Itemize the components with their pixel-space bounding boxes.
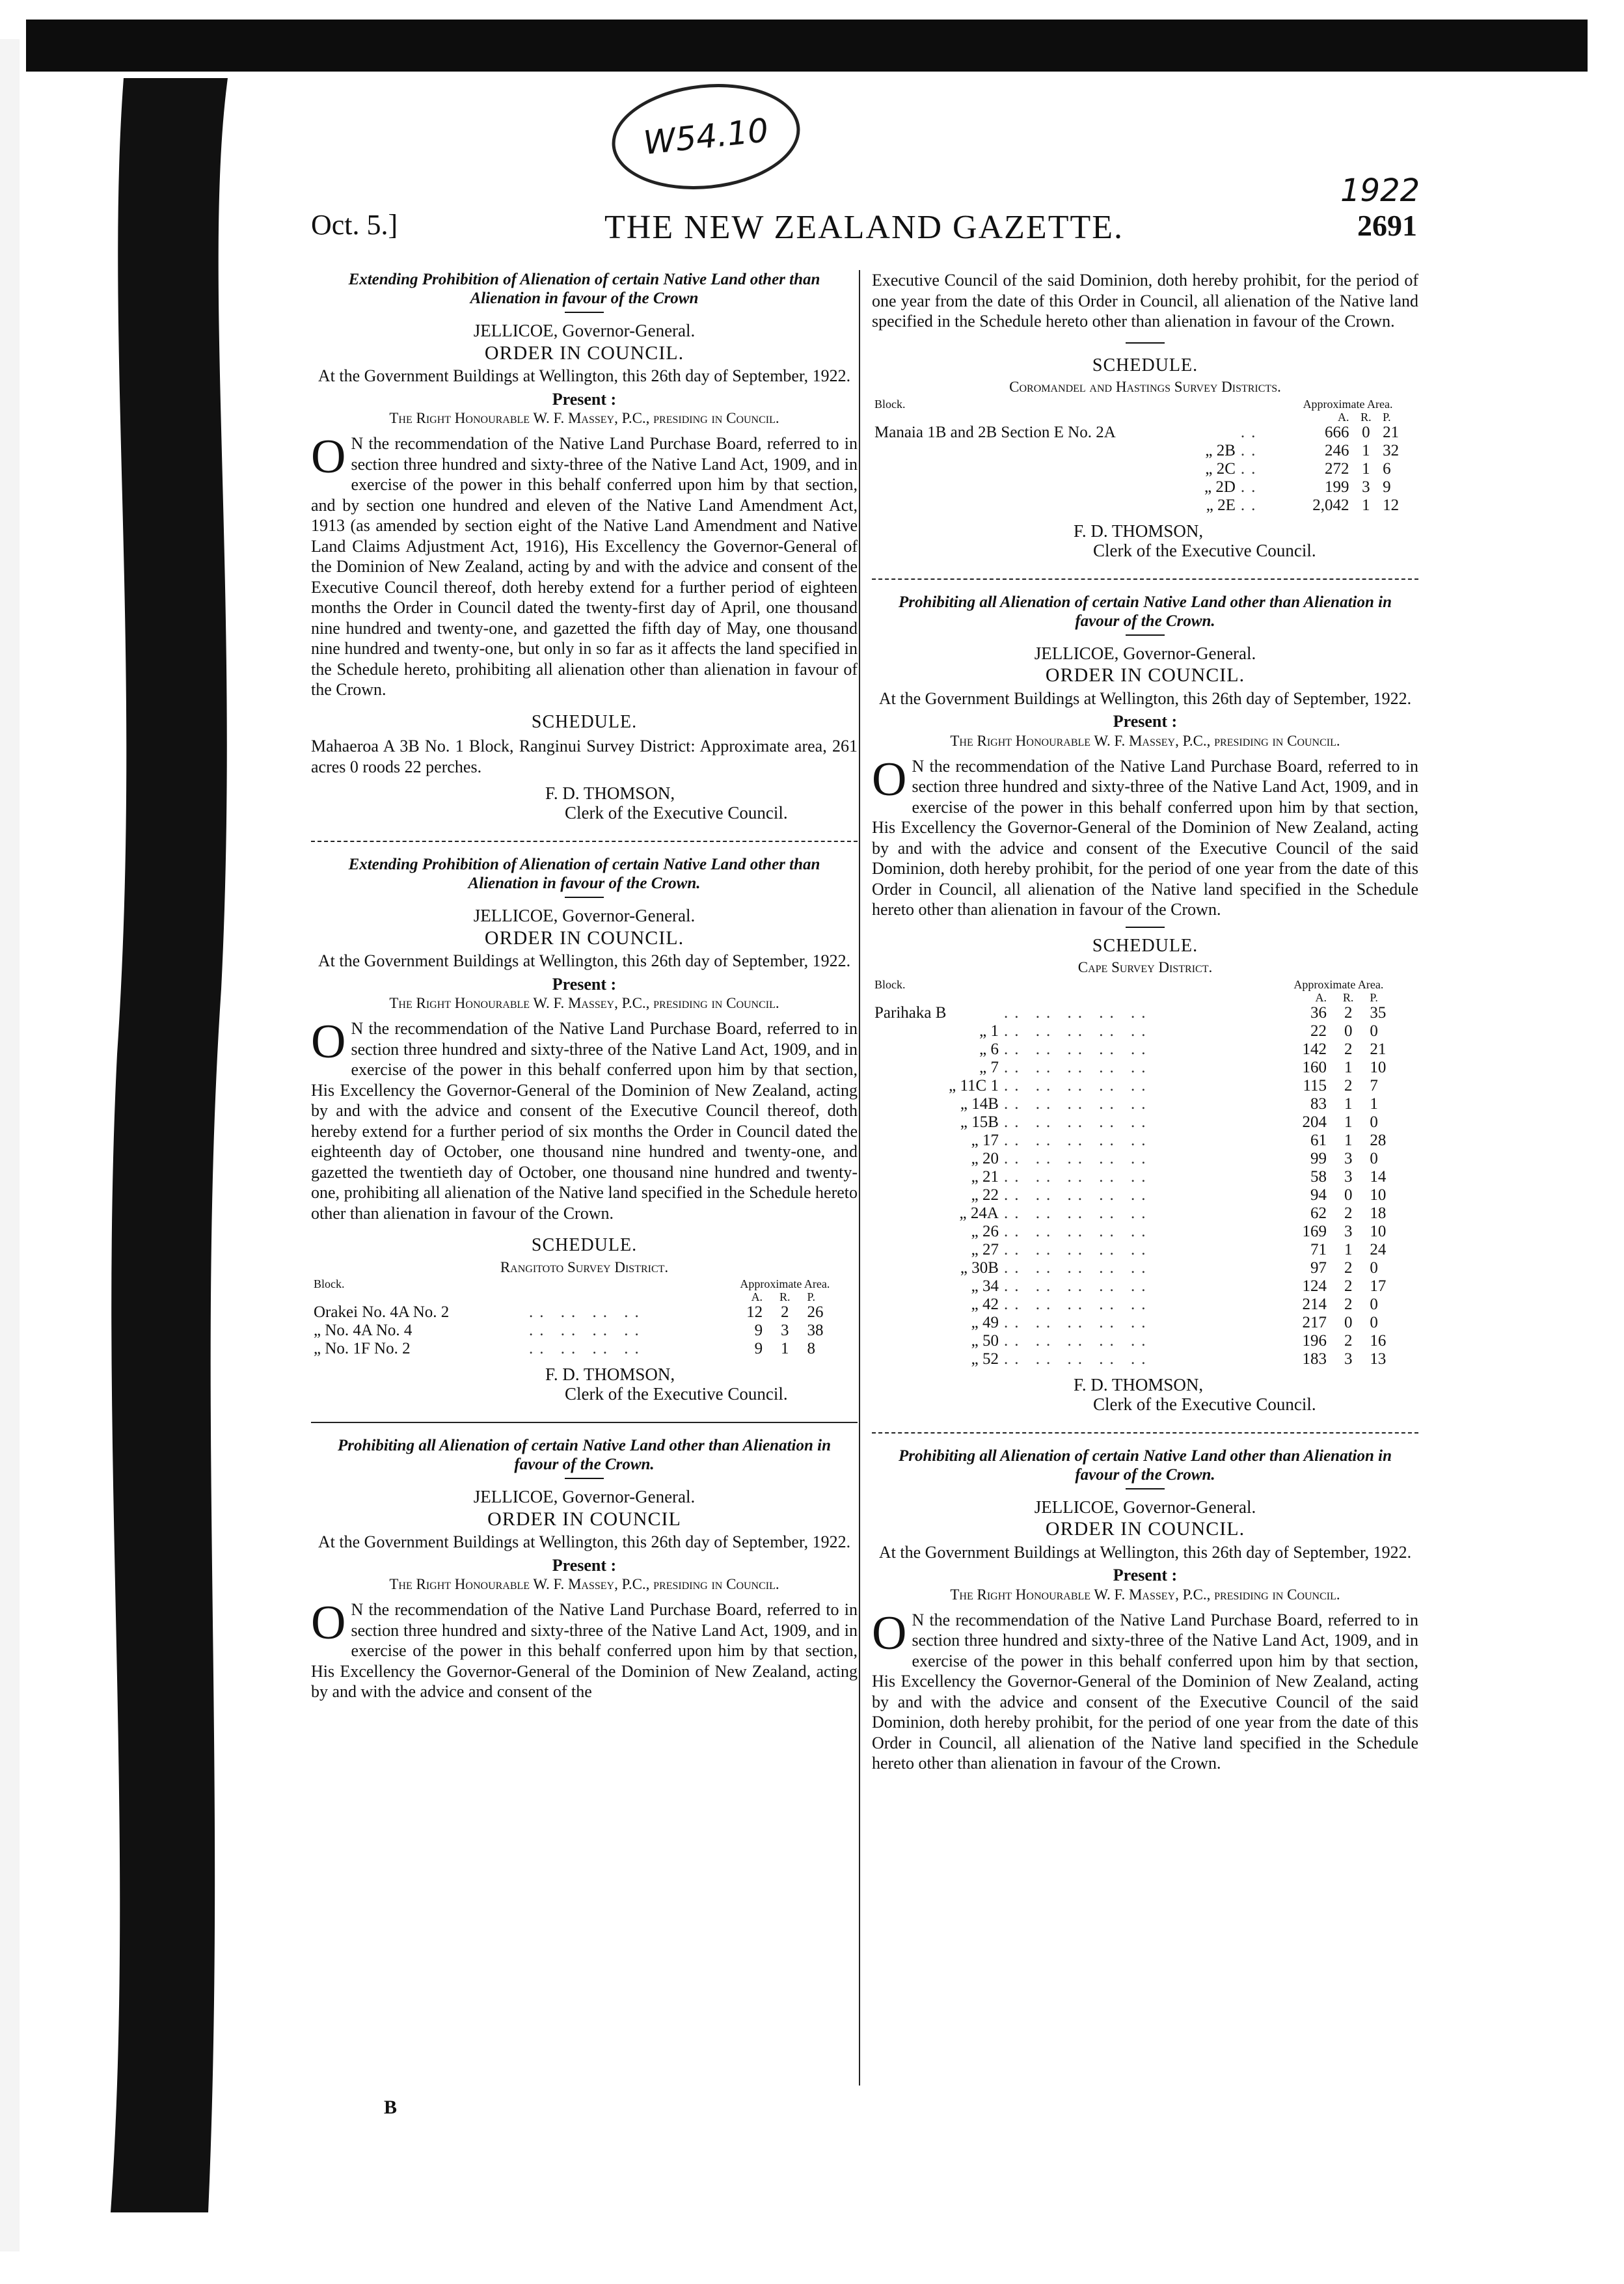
- place-date: At the Government Buildings at Wellington, this 26th day of September, 1922.: [878, 1542, 1412, 1562]
- column-divider: [859, 270, 860, 2086]
- order-in-council-heading: ORDER IN COUNCIL.: [1045, 664, 1245, 686]
- acres-cell: 83: [1310, 1094, 1327, 1113]
- leader-dots: .. .. .. .. ..: [1003, 1204, 1152, 1222]
- survey-district: Rangitoto Survey District.: [500, 1258, 669, 1275]
- place-date: At the Government Buildings at Wellington, this 26th day of September, 1922.: [878, 688, 1412, 708]
- block-cell: „ 49: [971, 1313, 999, 1331]
- perches-cell: 26: [807, 1303, 824, 1321]
- block-cell: „ 2C: [1205, 459, 1236, 478]
- notice-3-continued: [872, 270, 1418, 560]
- leader-dots: .. .. .. .. ..: [1003, 1186, 1152, 1204]
- notice-body: ON the recommendation of the Native Land Purchase Board, referred to in section three hundred and sixty-three of the Native Land Act, 1909, and in exercise of the power in this behalf conferred upon him by that section, and by section one hundred and eleven of the Native Land Amendment Act, 1913 (as amended by section eight of the Native Land Amendment and Native Land Claims Adjustment Act, 1916), His Excellency the Governor-General of the Dominion of New Zealand, acting by and with the advice and consent of the Executive Council thereof, doth hereby extend for a further period of eighteen months the Order in Council dated the twenty-first day of April, one thousand nine hundred and twenty-one, and gazetted the fifth day of May, one thousand nine hundred and twenty-one, but only in so far as it affects the land specified in the Schedule hereto, prohibiting all alienation other than alienation in favour of the Crown.: [311, 430, 858, 699]
- table-row: [872, 1350, 1418, 1368]
- acres-cell: 169: [1302, 1222, 1327, 1240]
- leader-dots: .. .. .. .. ..: [1003, 1240, 1152, 1258]
- roods-cell: 1: [1362, 496, 1370, 514]
- acres-cell: 160: [1302, 1058, 1327, 1076]
- roods-cell: 2: [1344, 1258, 1353, 1277]
- survey-district: Cape Survey District.: [1077, 959, 1213, 975]
- left-column: [311, 270, 858, 1702]
- short-rule: [1126, 1488, 1165, 1489]
- block-cell: „ 21: [971, 1167, 999, 1186]
- section-separator: [872, 1432, 1418, 1434]
- table-row: [872, 1223, 1418, 1241]
- block-cell: „ 6: [979, 1040, 999, 1058]
- acres-cell: 199: [1325, 478, 1349, 496]
- leader-dots: .. .. .. .. ..: [1003, 1167, 1152, 1186]
- block-cell: „ 2B: [1205, 441, 1236, 459]
- block-cell: „ 11C 1: [949, 1076, 999, 1094]
- right-column: [872, 270, 1418, 1774]
- leader-dots: ..: [1240, 423, 1262, 441]
- roods-cell: 3: [1344, 1149, 1353, 1167]
- notice-title: Extending Prohibition of Alienation of certain Native Land other than Alienation in favour of the Crown.: [348, 856, 820, 892]
- block-header: Block.: [314, 1277, 345, 1290]
- order-in-council-heading: ORDER IN COUNCIL.: [484, 342, 684, 364]
- block-cell: „ 34: [971, 1277, 999, 1295]
- block-cell: Manaia 1B and 2B Section E No. 2A: [874, 423, 1116, 441]
- roods-cell: 1: [1344, 1240, 1353, 1258]
- notice-body: ON the recommendation of the Native Land Purchase Board, referred to in section three hundred and sixty-three of the Native Land Act, 1909, and in exercise of the power in this behalf conferred upon him by that section, His Excellency the Governor-General of the Dominion of New Zealand, acting by and with the advice and consent of the Executive Council of the said Dominion, doth hereby prohibit, for the period of one year from the date of this Order in Council, all alienation of the Native land specified in the Schedule hereto other than alienation in favour of the Crown.: [872, 752, 1418, 919]
- acres-cell: 217: [1302, 1313, 1327, 1331]
- block-cell: „ 17: [971, 1131, 999, 1149]
- perches-header: P.: [1370, 990, 1378, 1004]
- roods-cell: 3: [1344, 1222, 1353, 1240]
- acres-cell: 36: [1310, 1003, 1327, 1022]
- schedule-table: [872, 398, 1418, 515]
- roods-cell: 2: [1344, 1003, 1353, 1022]
- table-row: [872, 478, 1418, 496]
- block-cell: „ No. 1F No. 2: [314, 1340, 411, 1357]
- table-row: [872, 1004, 1418, 1022]
- perches-cell: 0: [1370, 1149, 1378, 1167]
- leader-dots: .. .. .. .. ..: [1003, 1076, 1152, 1094]
- roods-cell: 3: [1362, 478, 1370, 496]
- leader-dots: .. .. .. .. ..: [1003, 1277, 1152, 1295]
- table-row: [872, 1040, 1418, 1059]
- schedule-table: [872, 978, 1418, 1368]
- notice-title: Prohibiting all Alienation of certain Native Land other than Alienation in favour of the Crown.: [899, 593, 1392, 630]
- leader-dots: .. .. .. .. ..: [1003, 1222, 1152, 1240]
- roods-cell: 1: [1344, 1131, 1353, 1149]
- table-row: [872, 1314, 1418, 1332]
- leader-dots: .. .. .. ..: [528, 1340, 645, 1357]
- signature-block: [1074, 1374, 1418, 1414]
- perches-cell: 9: [1383, 478, 1391, 496]
- present-label: Present :: [1113, 712, 1178, 731]
- perches-cell: 13: [1370, 1350, 1387, 1368]
- block-cell: „ 2D: [1204, 478, 1236, 496]
- roods-cell: 1: [1362, 459, 1370, 478]
- signature-block: [545, 1365, 858, 1404]
- signatory-title: Clerk of the Executive Council.: [565, 1384, 788, 1404]
- acres-cell: 99: [1310, 1149, 1327, 1167]
- block-cell: „ 26: [971, 1222, 999, 1240]
- binding-shadow: [98, 78, 254, 2212]
- block-cell: „ 1: [979, 1022, 999, 1040]
- leader-dots: .. .. .. .. ..: [1003, 1331, 1152, 1350]
- area-header: Approximate Area.: [1303, 397, 1393, 411]
- leader-dots: .. .. .. .. ..: [1003, 1113, 1152, 1131]
- roods-cell: 0: [1344, 1186, 1353, 1204]
- table-row: [872, 496, 1418, 515]
- presiding-line: The Right Honourable W. F. Massey, P.C., presiding in Council.: [950, 732, 1340, 749]
- block-cell: „ 7: [979, 1058, 999, 1076]
- section-separator: [311, 1422, 858, 1423]
- roods-header: R.: [779, 1290, 791, 1303]
- notice-body: ON the recommendation of the Native Land Purchase Board, referred to in section three hundred and sixty-three of the Native Land Act, 1909, and in exercise of the power in this behalf conferred upon him by that section, His Excellency the Governor-General of the Dominion of New Zealand, acting by and with the advice and consent of the: [311, 1596, 858, 1701]
- table-row: [872, 460, 1418, 478]
- governor-general: JELLICOE, Governor-General.: [473, 321, 696, 340]
- notice-title: Extending Prohibition of Alienation of certain Native Land other than Alienation in favour of the Crown: [348, 271, 820, 307]
- governor-general: JELLICOE, Governor-General.: [1034, 643, 1256, 663]
- table-row: [872, 1095, 1418, 1113]
- perches-cell: 17: [1370, 1277, 1387, 1295]
- short-rule: [565, 312, 604, 313]
- present-label: Present :: [552, 389, 617, 409]
- leader-dots: ..: [1240, 441, 1262, 459]
- block-cell: „ No. 4A No. 4: [314, 1322, 413, 1339]
- perches-cell: 12: [1383, 496, 1400, 514]
- order-in-council-heading: ORDER IN COUNCIL: [487, 1508, 681, 1530]
- place-date: At the Government Buildings at Wellington, this 26th day of September, 1922.: [318, 366, 851, 385]
- table-row: [311, 1340, 858, 1358]
- roods-cell: 2: [1344, 1331, 1353, 1350]
- present-label: Present :: [552, 974, 617, 994]
- acres-cell: 183: [1302, 1350, 1327, 1368]
- acres-cell: 94: [1310, 1186, 1327, 1204]
- block-cell: Parihaka B: [874, 1003, 947, 1022]
- table-row: [872, 1132, 1418, 1150]
- table-row: [872, 1059, 1418, 1077]
- area-header: Approximate Area.: [1293, 977, 1384, 991]
- present-label: Present :: [552, 1555, 617, 1575]
- block-header: Block.: [874, 397, 906, 411]
- adjacent-page-edge: [0, 39, 20, 2251]
- table-header: [872, 978, 1418, 991]
- perches-cell: 32: [1383, 441, 1400, 459]
- place-date: At the Government Buildings at Wellington, this 26th day of September, 1922.: [318, 951, 851, 970]
- presiding-line: The Right Honourable W. F. Massey, P.C., presiding in Council.: [389, 410, 779, 426]
- leader-dots: .. .. .. .. ..: [1003, 1094, 1152, 1113]
- presiding-line: The Right Honourable W. F. Massey, P.C., presiding in Council.: [950, 1586, 1340, 1603]
- perches-cell: 0: [1370, 1258, 1378, 1277]
- acres-cell: 12: [746, 1303, 763, 1321]
- governor-general: JELLICOE, Governor-General.: [473, 1487, 696, 1506]
- acres-cell: 246: [1325, 441, 1349, 459]
- roods-cell: 3: [1344, 1167, 1353, 1186]
- page-header: [311, 208, 1417, 254]
- roods-cell: 2: [1344, 1040, 1353, 1058]
- header-page-number: 2691: [1357, 209, 1417, 242]
- perches-cell: 0: [1370, 1113, 1378, 1131]
- block-cell: „ 14B: [960, 1094, 999, 1113]
- notice-body-continued: Executive Council of the said Dominion, doth hereby prohibit, for the period of one year from the date of this Order in Council, all alienation of the Native land specified in the Schedule hereto other than alienation in favour of the Crown.: [872, 271, 1418, 331]
- perches-header: P.: [1383, 410, 1391, 424]
- governor-general: JELLICOE, Governor-General.: [473, 906, 696, 925]
- block-cell: „ 15B: [960, 1113, 999, 1131]
- roods-cell: 2: [1344, 1204, 1353, 1222]
- acres-cell: 58: [1310, 1167, 1327, 1186]
- perches-cell: 10: [1370, 1222, 1387, 1240]
- table-row: [872, 1259, 1418, 1277]
- signatory-title: Clerk of the Executive Council.: [1093, 1394, 1316, 1414]
- block-cell: „ 42: [971, 1295, 999, 1313]
- acres-cell: 272: [1325, 459, 1349, 478]
- perches-cell: 10: [1370, 1186, 1387, 1204]
- table-row: [311, 1322, 858, 1340]
- acres-header: A.: [1338, 410, 1349, 424]
- block-cell: „ 30B: [960, 1258, 999, 1277]
- signatory-name: F. D. THOMSON,: [1074, 521, 1204, 541]
- block-header: Block.: [874, 977, 906, 991]
- table-unit-row: [311, 1290, 858, 1303]
- block-cell: „ 22: [971, 1186, 999, 1204]
- schedule-heading: SCHEDULE.: [1092, 355, 1198, 375]
- table-row: [311, 1303, 858, 1322]
- acres-cell: 9: [754, 1340, 763, 1357]
- table-row: [872, 1113, 1418, 1132]
- survey-district: Coromandel and Hastings Survey Districts.: [1009, 379, 1281, 395]
- roods-cell: 1: [1362, 441, 1370, 459]
- roods-cell: 0: [1362, 423, 1370, 441]
- block-cell: „ 50: [971, 1331, 999, 1350]
- leader-dots: .. .. .. .. ..: [1003, 1131, 1152, 1149]
- perches-cell: 38: [807, 1322, 824, 1339]
- notice-5: [872, 1447, 1418, 1774]
- roods-cell: 1: [1344, 1113, 1353, 1131]
- header-title: THE NEW ZEALAND GAZETTE.: [604, 209, 1124, 246]
- roods-cell: 2: [1344, 1277, 1353, 1295]
- perches-cell: 0: [1370, 1313, 1378, 1331]
- leader-dots: ..: [1240, 478, 1262, 496]
- perches-cell: 7: [1370, 1076, 1378, 1094]
- leader-dots: .. .. .. .. ..: [1003, 1040, 1152, 1058]
- notice-4: [872, 593, 1418, 1414]
- perches-cell: 10: [1370, 1058, 1387, 1076]
- roods-cell: 0: [1344, 1022, 1353, 1040]
- area-header: Approximate Area.: [740, 1277, 830, 1290]
- schedule-heading: SCHEDULE.: [531, 1235, 638, 1255]
- table-row: [872, 1332, 1418, 1350]
- perches-header: P.: [807, 1290, 816, 1303]
- table-row: [872, 442, 1418, 460]
- acres-cell: 142: [1302, 1040, 1327, 1058]
- perches-cell: 6: [1383, 459, 1391, 478]
- acres-cell: 115: [1303, 1076, 1327, 1094]
- signature-block: [545, 783, 858, 823]
- table-row: [872, 1296, 1418, 1314]
- notice-3: [311, 1436, 858, 1702]
- notice-body: ON the recommendation of the Native Land Purchase Board, referred to in section three hundred and sixty-three of the Native Land Act, 1909, and in exercise of the power in this behalf conferred upon him by that section, His Excellency the Governor-General of the Dominion of New Zealand, acting by and with the advice and consent of the Executive Council of the said Dominion, doth hereby prohibit, for the period of one year from the date of this Order in Council, all alienation of the Native land specified in the Schedule hereto other than alienation in favour of the Crown.: [872, 1606, 1418, 1773]
- acres-cell: 666: [1325, 423, 1349, 441]
- leader-dots: .. .. .. .. ..: [1003, 1313, 1152, 1331]
- scan-top-bar: [26, 20, 1588, 72]
- perches-cell: 0: [1370, 1022, 1378, 1040]
- leader-dots: .. .. .. ..: [528, 1303, 645, 1321]
- short-rule: [1126, 342, 1165, 344]
- notice-2: [311, 855, 858, 1404]
- order-in-council-heading: ORDER IN COUNCIL.: [484, 927, 684, 949]
- present-label: Present :: [1113, 1566, 1178, 1584]
- table-unit-row: [872, 411, 1418, 424]
- signature-block: [1074, 521, 1418, 560]
- block-cell: „ 20: [971, 1149, 999, 1167]
- schedule-table: [311, 1277, 858, 1358]
- roods-cell: 1: [781, 1340, 789, 1357]
- perches-cell: 8: [807, 1340, 816, 1357]
- leader-dots: ..: [1240, 459, 1262, 478]
- table-unit-row: [872, 991, 1418, 1004]
- short-rule: [565, 897, 604, 898]
- leader-dots: .. .. .. .. ..: [1003, 1058, 1152, 1076]
- notice-title: Prohibiting all Alienation of certain Native Land other than Alienation in favour of the Crown.: [899, 1447, 1392, 1484]
- block-cell: Orakei No. 4A No. 2: [314, 1303, 450, 1321]
- signature-mark: B: [384, 2097, 398, 2118]
- acres-cell: 62: [1310, 1204, 1327, 1222]
- section-separator: [872, 578, 1418, 580]
- acres-cell: 2,042: [1312, 496, 1349, 514]
- signatory-title: Clerk of the Executive Council.: [565, 803, 788, 823]
- block-cell: „ 27: [971, 1240, 999, 1258]
- land-description: Mahaeroa A 3B No. 1 Block, Ranginui Survey District: Approximate area, 261 acres 0 roods 22 perches.: [311, 737, 858, 776]
- perches-cell: 21: [1370, 1040, 1387, 1058]
- leader-dots: .. .. .. .. ..: [1003, 1022, 1152, 1040]
- roods-header: R.: [1342, 990, 1354, 1004]
- perches-cell: 21: [1383, 423, 1400, 441]
- schedule-heading: SCHEDULE.: [1092, 935, 1198, 956]
- acres-header: A.: [751, 1290, 763, 1303]
- place-date: At the Government Buildings at Wellington, this 26th day of September, 1922.: [318, 1532, 851, 1551]
- acres-cell: 71: [1310, 1240, 1327, 1258]
- roods-cell: 3: [1344, 1350, 1353, 1368]
- table-row: [872, 1186, 1418, 1204]
- perches-cell: 0: [1370, 1295, 1378, 1313]
- short-rule: [1126, 634, 1165, 636]
- leader-dots: .. .. .. .. ..: [1003, 1350, 1152, 1368]
- presiding-line: The Right Honourable W. F. Massey, P.C., presiding in Council.: [389, 1576, 779, 1592]
- notice-1: [311, 270, 858, 823]
- table-row: [872, 1077, 1418, 1095]
- handwritten-year: 1922: [1340, 172, 1420, 209]
- perches-cell: 18: [1370, 1204, 1387, 1222]
- roods-cell: 1: [1344, 1058, 1353, 1076]
- acres-cell: 214: [1302, 1295, 1327, 1313]
- leader-dots: .. .. .. .. ..: [1003, 1149, 1152, 1167]
- notice-title: Prohibiting all Alienation of certain Native Land other than Alienation in favour of the Crown.: [338, 1437, 831, 1473]
- short-rule: [1126, 927, 1165, 928]
- table-header: [311, 1277, 858, 1290]
- signatory-name: F. D. THOMSON,: [545, 1365, 675, 1384]
- governor-general: JELLICOE, Governor-General.: [1034, 1497, 1256, 1517]
- roods-cell: 3: [781, 1322, 789, 1339]
- leader-dots: ..: [1240, 496, 1262, 514]
- perches-cell: 28: [1370, 1131, 1387, 1149]
- order-in-council-heading: ORDER IN COUNCIL.: [1045, 1518, 1245, 1540]
- acres-cell: 97: [1310, 1258, 1327, 1277]
- leader-dots: .. .. .. .. ..: [1003, 1258, 1152, 1277]
- perches-cell: 1: [1370, 1094, 1378, 1113]
- schedule-heading: SCHEDULE.: [531, 711, 638, 732]
- table-row: [872, 1277, 1418, 1296]
- signatory-name: F. D. THOMSON,: [545, 783, 675, 803]
- signatory-title: Clerk of the Executive Council.: [1093, 540, 1316, 560]
- block-cell: „ 24A: [959, 1204, 999, 1222]
- header-date: Oct. 5.]: [311, 209, 398, 241]
- acres-cell: 61: [1310, 1131, 1327, 1149]
- roods-cell: 2: [781, 1303, 789, 1321]
- block-cell: „ 52: [971, 1350, 999, 1368]
- short-rule: [565, 1478, 604, 1479]
- acres-cell: 204: [1302, 1113, 1327, 1131]
- table-row: [872, 1022, 1418, 1040]
- acres-header: A.: [1315, 990, 1327, 1004]
- acres-cell: 9: [754, 1322, 763, 1339]
- acres-cell: 124: [1302, 1277, 1327, 1295]
- table-row: [872, 424, 1418, 442]
- perches-cell: 24: [1370, 1240, 1387, 1258]
- leader-dots: .. .. .. .. ..: [1003, 1295, 1152, 1313]
- roods-header: R.: [1360, 410, 1372, 424]
- section-separator: [311, 841, 858, 842]
- leader-dots: .. .. .. ..: [528, 1322, 645, 1339]
- perches-cell: 14: [1370, 1167, 1387, 1186]
- roods-cell: 2: [1344, 1076, 1353, 1094]
- acres-cell: 196: [1302, 1331, 1327, 1350]
- roods-cell: 2: [1344, 1295, 1353, 1313]
- roods-cell: 0: [1344, 1313, 1353, 1331]
- table-row: [872, 1204, 1418, 1223]
- table-row: [872, 1168, 1418, 1186]
- acres-cell: 22: [1310, 1022, 1327, 1040]
- table-header: [872, 398, 1418, 411]
- table-row: [872, 1150, 1418, 1168]
- notice-body: ON the recommendation of the Native Land Purchase Board, referred to in section three hundred and sixty-three of the Native Land Act, 1909, and in exercise of the power in this behalf conferred upon him by that section, His Excellency the Governor-General of the Dominion of New Zealand, acting by and with the advice and consent of the Executive Council thereof, doth hereby extend for a further period of six months the Order in Council dated the eighteenth day of October, one thousand nine hundred and twenty-one, and gazetted the twentieth day of October, one thousand nine hundred and twenty-one, prohibiting all alienation of the Native land specified in the Schedule hereto other than alienation in favour of the Crown.: [311, 1015, 858, 1223]
- signatory-name: F. D. THOMSON,: [1074, 1374, 1204, 1394]
- handwritten-reference: W54.10: [606, 75, 805, 198]
- presiding-line: The Right Honourable W. F. Massey, P.C., presiding in Council.: [389, 995, 779, 1011]
- leader-dots: .. .. .. .. ..: [1003, 1003, 1152, 1022]
- roods-cell: 1: [1344, 1094, 1353, 1113]
- block-cell: „ 2E: [1206, 496, 1236, 514]
- perches-cell: 35: [1370, 1003, 1387, 1022]
- perches-cell: 16: [1370, 1331, 1387, 1350]
- table-row: [872, 1241, 1418, 1259]
